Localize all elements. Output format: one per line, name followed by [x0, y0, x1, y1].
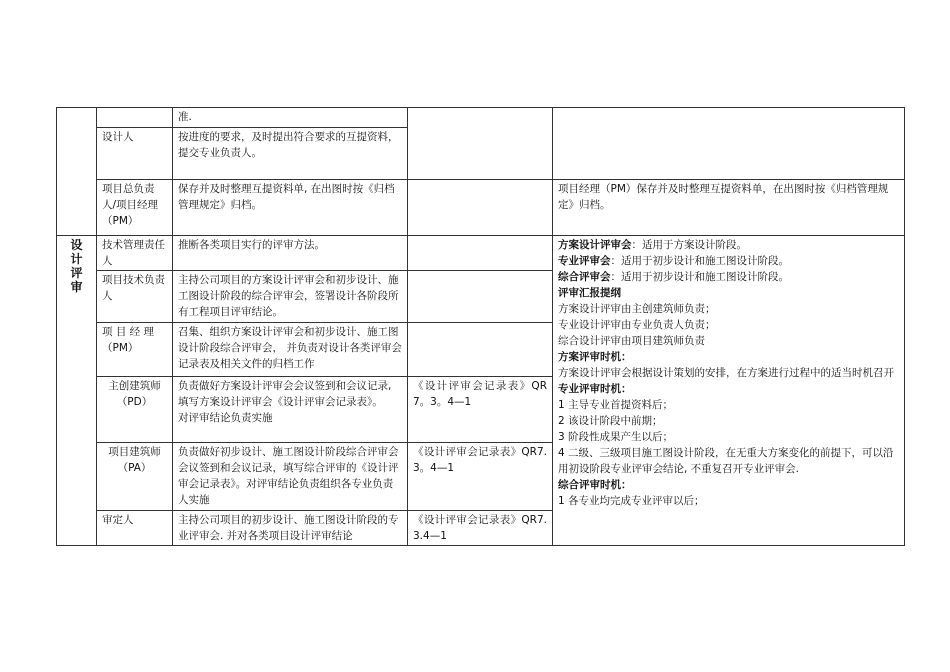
role-cell: 主创建筑师（PD） [97, 377, 173, 443]
role-cell: 设计人 [97, 128, 173, 180]
record-cell [408, 271, 553, 323]
record-cell [408, 180, 553, 236]
review-note-line [558, 237, 899, 253]
review-note-heading: 方案设计评审会 [558, 239, 632, 251]
record-cell [408, 323, 553, 377]
role-cell [97, 108, 173, 128]
review-note-line [558, 397, 899, 413]
record-cell [408, 236, 553, 271]
duty-cell: 召集、组织方案设计评审会和初步设计、施工图设计阶段综合评审会， 并负责对设计各类评审会记录表及相关文件的归档工作 [173, 323, 408, 377]
review-note-text: 综合设计评审由项目建筑师负责 [558, 335, 705, 347]
review-note-text: 3 阶段性成果产生以后； [558, 431, 674, 443]
responsibility-table [56, 107, 905, 546]
section-label-design-review: 设 计 评 审 [57, 236, 97, 546]
review-note-line [558, 285, 899, 301]
review-note-text: 方案设计评审会根据设计策划的安排，在方案进行过程中的适当时机召开 [558, 367, 894, 379]
review-note-text: ：适用于初步设计和施工图设计阶段。 [610, 271, 789, 283]
duty-text: 对评审结论负责实施 [178, 412, 273, 424]
review-note-line [558, 365, 899, 381]
duty-cell [173, 377, 408, 443]
duty-cell: 主持公司项目的方案设计评审会和初步设计、施工图设计阶段的综合评审会，签署设计各阶段所有工程项目评审结论。 [173, 271, 408, 323]
review-note-line [558, 477, 899, 493]
duty-cell: 负责做好初步设计、施工图设计阶段综合评审会会议签到和会议记录，填写综合评审的《设计评审会记录表》。对评审结论负责组织各专业负责人实施 [173, 443, 408, 511]
note-cell [553, 108, 905, 180]
review-note-line [558, 301, 899, 317]
table-row [57, 236, 905, 271]
review-note-text: ：适用于方案设计阶段。 [631, 239, 747, 251]
role-cell: 项目总负责人/项目经理（PM） [97, 180, 173, 236]
role-cell: 项目技术负责人 [97, 271, 173, 323]
review-note-text: 方案设计评审由主创建筑师负责； [558, 303, 716, 315]
review-note-line [558, 493, 899, 509]
review-note-heading: 专业评审会 [558, 255, 611, 267]
empty-section-cell [57, 108, 97, 236]
duty-cell: 推断各类项目实行的评审方法。 [173, 236, 408, 271]
record-cell: 《设计评审会记录表》QR7。3。4—1 [408, 377, 553, 443]
review-notes [558, 237, 899, 509]
duty-cell: 保存并及时整理互提资料单, 在出图时按《归档管理规定》归档。 [173, 180, 408, 236]
duty-cell: 准. [173, 108, 408, 128]
table-row [57, 180, 905, 236]
duty-cell: 按进度的要求，及时提出符合要求的互提资料，提交专业负责人。 [173, 128, 408, 180]
record-cell: 《设计评审会记录表》QR7.3.4—1 [408, 511, 553, 546]
table-row [57, 108, 905, 128]
role-cell: 项 目 经 理（PM） [97, 323, 173, 377]
review-note-heading: 综合评审时机： [558, 479, 632, 491]
review-note-text: 4 二级、三级项目施工图设计阶段，在无重大方案变化的前提下，可以沿用初设阶段专业评审会结论, 不重复召开专业评审会. [558, 447, 894, 475]
note-cell: 项目经理（PM）保存并及时整理互提资料单，在出图时按《归档管理规定》归档。 [553, 180, 905, 236]
review-note-heading: 综合评审会 [558, 271, 611, 283]
role-cell: 审定人 [97, 511, 173, 546]
record-cell [408, 108, 553, 180]
review-notes-cell [553, 236, 905, 546]
review-note-line [558, 253, 899, 269]
review-note-text: 1 各专业均完成专业评审以后； [558, 495, 705, 507]
review-note-text: 专业设计评审由专业负责人负责； [558, 319, 716, 331]
review-note-heading: 方案评审时机： [558, 351, 632, 363]
role-cell: 项目建筑师（PA） [97, 443, 173, 511]
document-page [56, 107, 904, 546]
review-note-line [558, 381, 899, 397]
review-note-line [558, 429, 899, 445]
review-note-heading: 评审汇报提纲 [558, 287, 621, 299]
duty-text: 负责做好方案设计评审会会议签到和会议记录, 填写方案设计评审会《设计评审会记录表》。 [178, 380, 392, 408]
role-cell: 技术管理责任人 [97, 236, 173, 271]
review-note-heading: 专业评审时机： [558, 383, 632, 395]
duty-cell: 主持公司项目的初步设计、施工图设计阶段的专业评审会. 并对各类项目设计评审结论 [173, 511, 408, 546]
review-note-line [558, 445, 899, 477]
review-note-line [558, 413, 899, 429]
review-note-text: 1 主导专业首提资料后； [558, 399, 674, 411]
review-note-line [558, 333, 899, 349]
review-note-text: 2 该设计阶段中前期； [558, 415, 663, 427]
review-note-line [558, 269, 899, 285]
review-note-text: ：适用于初步设计和施工图设计阶段。 [610, 255, 789, 267]
record-cell: 《设计评审会记录表》QR7.3。4—1 [408, 443, 553, 511]
review-note-line [558, 349, 899, 365]
review-note-line [558, 317, 899, 333]
